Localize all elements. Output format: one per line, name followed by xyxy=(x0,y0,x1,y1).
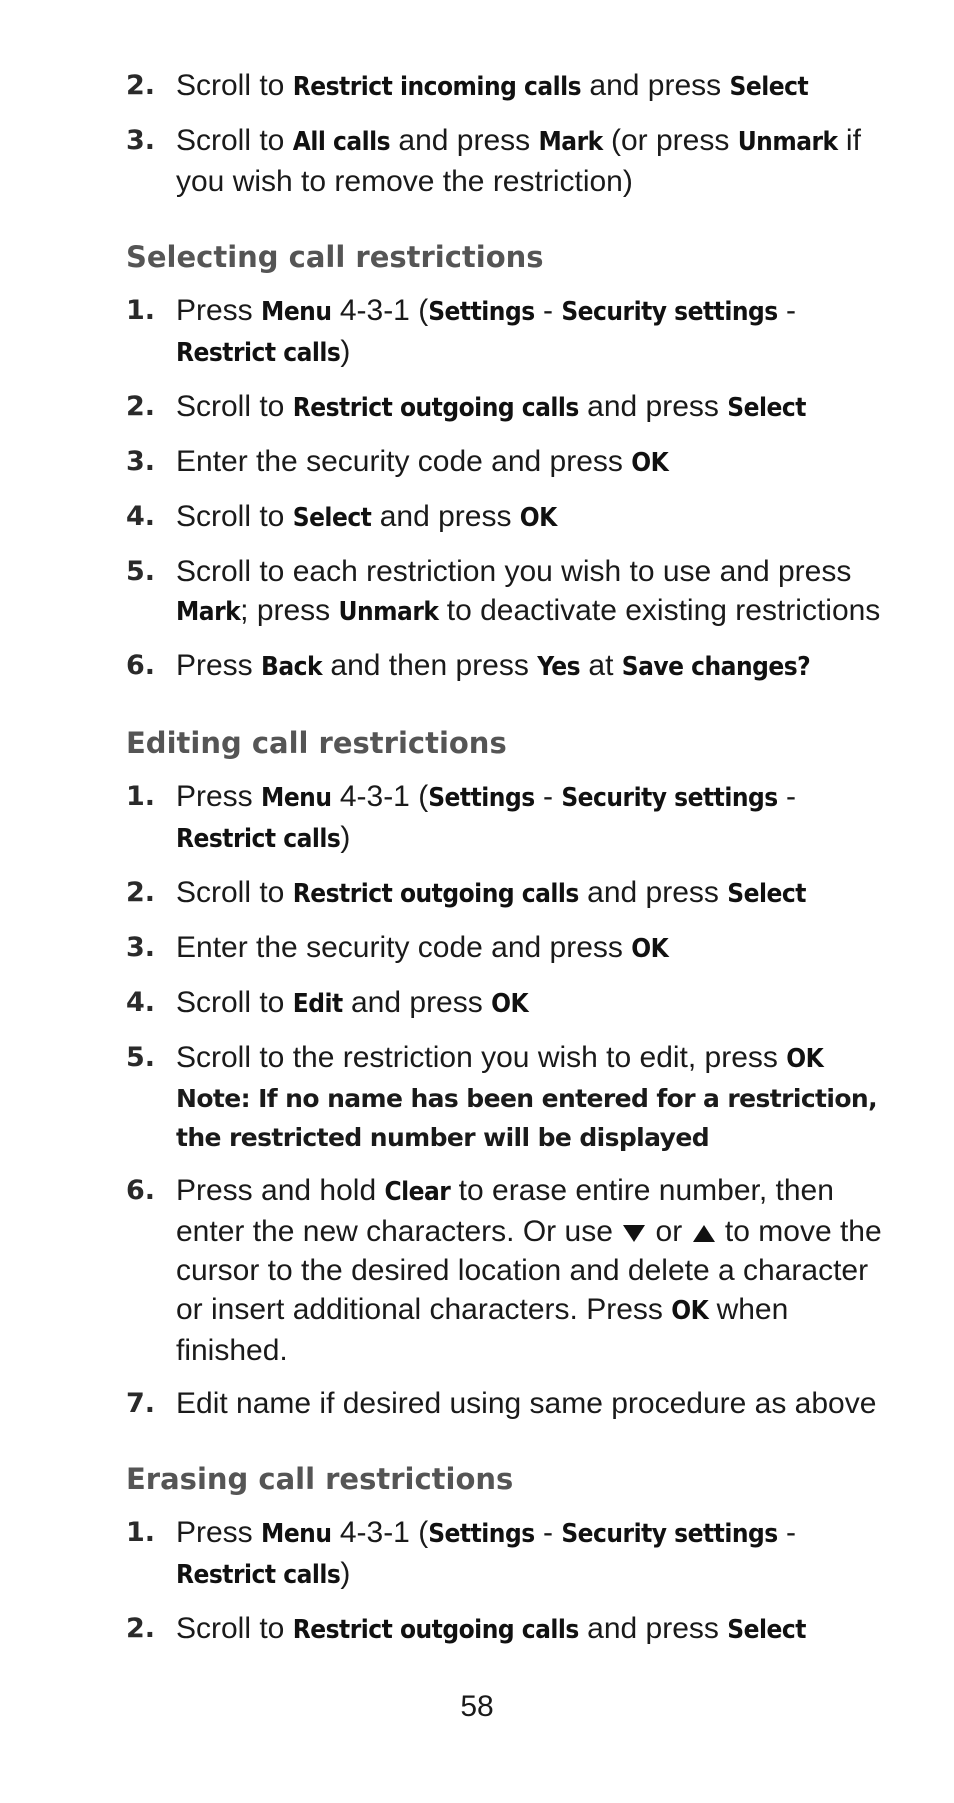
step-text: or xyxy=(647,1215,691,1248)
key-label: Yes xyxy=(537,652,581,682)
step-number: 1. xyxy=(126,295,156,326)
step-text: and press xyxy=(578,876,728,909)
step-text: - xyxy=(534,294,562,327)
step-text: Scroll to xyxy=(176,390,293,423)
step-text: Press xyxy=(176,780,262,813)
key-label: OK xyxy=(519,503,557,533)
top-step-list xyxy=(126,66,886,201)
key-label: Unmark xyxy=(737,127,838,157)
step-text: Press and hold xyxy=(176,1174,385,1207)
step-text: Scroll to xyxy=(176,1612,293,1645)
step-text: ) xyxy=(340,335,351,368)
step-text: to erase entire number, then enter the new characters. Or use xyxy=(176,1174,834,1248)
key-label: All calls xyxy=(292,127,391,157)
step-number: 5. xyxy=(126,1042,156,1073)
step-number: 4. xyxy=(126,987,156,1018)
section-heading: Editing call restrictions xyxy=(126,726,507,760)
step-note: Note: If no name has been entered for a restriction, the restricted number will be displayed xyxy=(176,1084,878,1152)
list-item xyxy=(126,1513,886,1595)
sections-container xyxy=(126,237,886,1650)
list-item xyxy=(126,928,886,969)
key-label: Security settings xyxy=(561,1519,778,1549)
step-text: and press xyxy=(371,500,520,533)
step-number: 3. xyxy=(126,446,156,477)
step-text: - xyxy=(534,1516,562,1549)
list-item xyxy=(126,777,886,859)
step-text: and press xyxy=(578,390,728,423)
list-item xyxy=(126,983,886,1024)
page-content xyxy=(126,66,886,1664)
step-text: when finished. xyxy=(176,1293,789,1367)
step-text: Enter the security code and press xyxy=(176,445,632,478)
step-text: Scroll to xyxy=(176,876,293,909)
key-label: Edit xyxy=(292,989,343,1019)
key-label: Mark xyxy=(176,597,241,627)
key-label: OK xyxy=(786,1044,824,1074)
key-label: Back xyxy=(261,652,323,682)
step-number: 2. xyxy=(126,1613,156,1644)
key-label: Settings xyxy=(428,297,535,327)
section-selecting xyxy=(126,237,886,687)
step-text: ; press xyxy=(240,594,339,627)
step-list xyxy=(126,291,886,687)
step-text: Scroll to xyxy=(176,69,293,102)
step-text: and press xyxy=(581,69,730,102)
list-item xyxy=(126,646,886,687)
key-label: Save changes? xyxy=(621,652,811,682)
key-label: Clear xyxy=(384,1177,451,1207)
key-label: Menu xyxy=(261,1519,332,1549)
step-text: ) xyxy=(340,821,351,854)
key-label: Select xyxy=(727,1615,806,1645)
key-label: OK xyxy=(491,989,529,1019)
step-text: 4-3-1 ( xyxy=(331,294,429,327)
list-item xyxy=(126,442,886,483)
step-text: and press xyxy=(390,124,539,157)
key-label: Security settings xyxy=(561,297,778,327)
step-text: Scroll to the restriction you wish to edit, press xyxy=(176,1041,787,1074)
step-number: 2. xyxy=(126,70,156,101)
step-number: 1. xyxy=(126,1517,156,1548)
list-item xyxy=(126,1171,886,1370)
step-number: 5. xyxy=(126,556,156,587)
step-text: - xyxy=(534,780,562,813)
step-text: and then press xyxy=(322,649,538,682)
list-item xyxy=(126,552,886,632)
step-text: 4-3-1 ( xyxy=(331,780,429,813)
section-heading: Erasing call restrictions xyxy=(126,1462,514,1496)
key-label: Unmark xyxy=(338,597,439,627)
step-number: 2. xyxy=(126,391,156,422)
list-item xyxy=(126,1384,886,1423)
page-number: 58 xyxy=(460,1690,494,1723)
key-label: OK xyxy=(631,934,669,964)
key-label: Restrict calls xyxy=(176,338,341,368)
step-list xyxy=(126,1513,886,1650)
list-item xyxy=(126,66,886,107)
step-number: 1. xyxy=(126,781,156,812)
step-text: Edit name if desired using same procedure as above xyxy=(176,1387,877,1420)
key-label: Restrict calls xyxy=(176,1560,341,1590)
step-text: - xyxy=(777,294,796,327)
down-arrow-icon xyxy=(623,1225,645,1242)
key-label: Select xyxy=(292,503,372,533)
step-list xyxy=(126,777,886,1423)
list-item xyxy=(126,121,886,201)
step-text: Press xyxy=(176,1516,262,1549)
key-label: Security settings xyxy=(561,783,778,813)
step-text: (or press xyxy=(602,124,738,157)
step-text: - xyxy=(777,780,796,813)
section-editing xyxy=(126,723,886,1423)
up-arrow-icon xyxy=(693,1225,715,1242)
step-text: 4-3-1 ( xyxy=(331,1516,429,1549)
section-erasing xyxy=(126,1459,886,1650)
list-item xyxy=(126,387,886,428)
key-label: Restrict incoming calls xyxy=(292,72,582,102)
key-label: Select xyxy=(729,72,809,102)
key-label: Restrict outgoing calls xyxy=(292,393,579,423)
step-text: to move the cursor to the desired location and delete a character or insert additional characters. Press xyxy=(176,1215,882,1326)
list-item xyxy=(126,873,886,914)
step-text: Press xyxy=(176,294,262,327)
step-text: Scroll to each restriction you wish to use and press xyxy=(176,555,852,588)
list-item xyxy=(126,497,886,538)
step-text: Scroll to xyxy=(176,500,293,533)
step-number: 4. xyxy=(126,501,156,532)
key-label: Restrict outgoing calls xyxy=(292,879,579,909)
step-text: at xyxy=(580,649,622,682)
key-label: Menu xyxy=(261,783,332,813)
list-item xyxy=(126,1609,886,1650)
step-text: Scroll to xyxy=(176,986,293,1019)
step-number: 3. xyxy=(126,125,156,156)
key-label: Settings xyxy=(428,1519,535,1549)
key-label: Settings xyxy=(428,783,535,813)
step-number: 6. xyxy=(126,1175,156,1206)
list-item xyxy=(126,1038,886,1157)
key-label: OK xyxy=(671,1296,709,1326)
key-label: Restrict outgoing calls xyxy=(292,1615,579,1645)
step-number: 2. xyxy=(126,877,156,908)
key-label: Select xyxy=(727,393,806,423)
step-text: - xyxy=(777,1516,796,1549)
step-text: and press xyxy=(342,986,492,1019)
list-item xyxy=(126,291,886,373)
key-label: Select xyxy=(727,879,806,909)
step-number: 3. xyxy=(126,932,156,963)
step-number: 7. xyxy=(126,1388,156,1419)
key-label: OK xyxy=(631,448,669,478)
step-text: if you wish to remove the restriction) xyxy=(176,124,861,198)
step-number: 6. xyxy=(126,650,156,681)
step-text: and press xyxy=(578,1612,728,1645)
step-text: Enter the security code and press xyxy=(176,931,632,964)
step-text: ) xyxy=(340,1557,351,1590)
step-text: to deactivate existing restrictions xyxy=(438,594,881,627)
key-label: Menu xyxy=(261,297,332,327)
section-heading: Selecting call restrictions xyxy=(126,240,544,274)
step-text: Scroll to xyxy=(176,124,293,157)
key-label: Mark xyxy=(538,127,603,157)
key-label: Restrict calls xyxy=(176,824,341,854)
step-text: Press xyxy=(176,649,262,682)
